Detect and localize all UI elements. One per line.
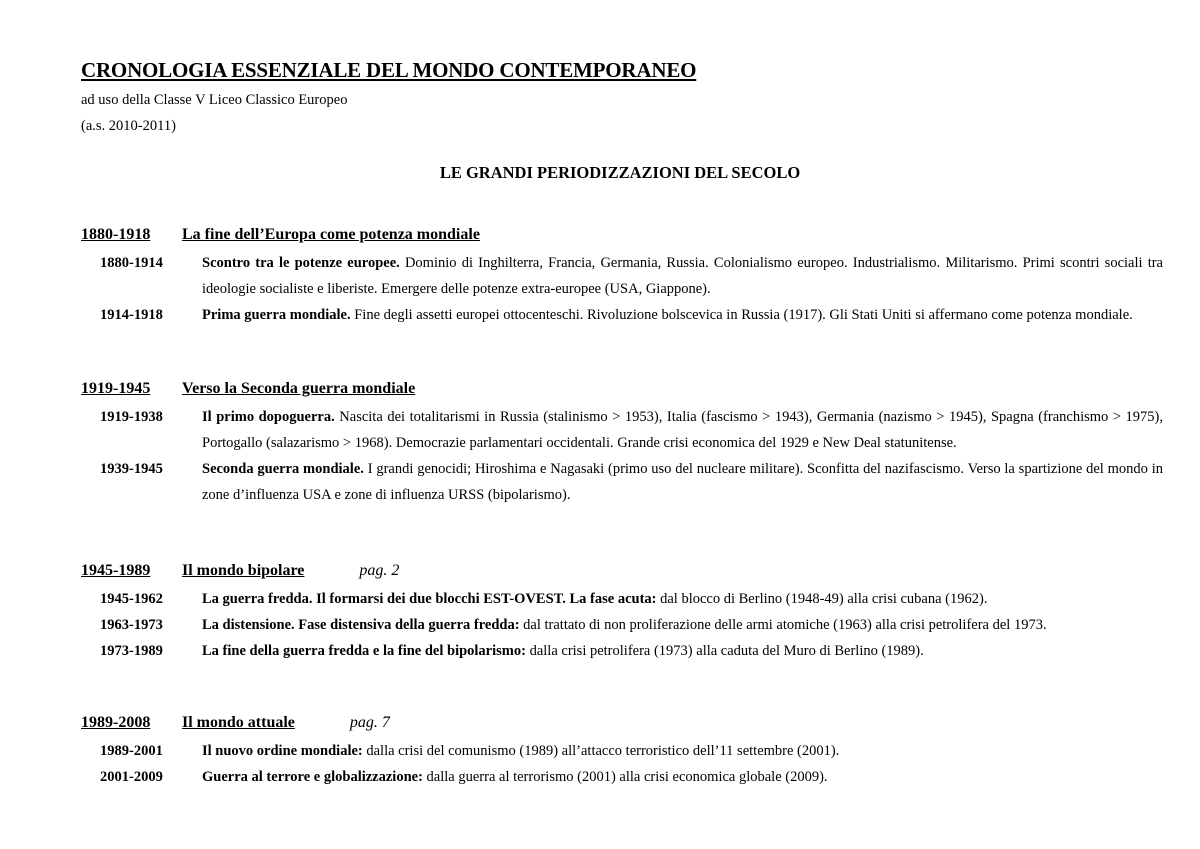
timeline-entry (81, 302, 1163, 328)
entry-text: dal trattato di non proliferazione delle armi atomiche (1963) alla crisi petrolifera del 1973. (519, 617, 1047, 633)
period-years: 1989-2008 (81, 714, 151, 731)
entry-lead: La guerra fredda. Il formarsi dei due blocchi EST-OVEST. La fase acuta: (202, 591, 657, 607)
period-years: 1880-1918 (81, 226, 151, 243)
entry-years: 1914-1918 (100, 307, 163, 323)
period-section-1880-1918 (81, 226, 1163, 328)
page-reference: pag. 2 (359, 562, 400, 579)
entry-lead: Prima guerra mondiale. (202, 307, 351, 323)
period-title: Il mondo bipolare (182, 562, 305, 579)
timeline-entry (81, 638, 1163, 664)
entry-lead: La fine della guerra fredda e la fine del bipolarismo: (202, 643, 526, 659)
entry-lead: Il nuovo ordine mondiale: (202, 743, 363, 759)
period-title: La fine dell’Europa come potenza mondiale (182, 226, 480, 243)
entry-description (202, 404, 1163, 456)
entry-description (202, 302, 1163, 328)
entry-text: dal blocco di Berlino (1948-49) alla crisi cubana (1962). (656, 591, 988, 607)
period-title: Il mondo attuale (182, 714, 295, 731)
period-header (81, 714, 1163, 738)
period-title: Verso la Seconda guerra mondiale (182, 380, 416, 397)
entry-description (202, 456, 1163, 508)
school-year: (a.s. 2010-2011) (81, 118, 176, 134)
timeline-entry (81, 456, 1163, 508)
entry-text: dalla crisi petrolifera (1973) alla caduta del Muro di Berlino (1989). (525, 643, 924, 659)
entry-lead: Seconda guerra mondiale. (202, 461, 364, 477)
period-header (81, 226, 1163, 250)
entry-description (202, 612, 1163, 638)
entry-years: 2001-2009 (100, 769, 163, 785)
entry-description (202, 250, 1163, 302)
entry-text: dalla crisi del comunismo (1989) all’attacco terroristico dell’11 settembre (2001). (362, 743, 840, 759)
timeline-entry (81, 738, 1163, 764)
document-subtitle: ad uso della Classe V Liceo Classico Europeo (81, 92, 348, 108)
timeline-entry (81, 586, 1163, 612)
entry-years: 1945-1962 (100, 591, 163, 607)
section-heading: LE GRANDI PERIODIZZAZIONI DEL SECOLO (439, 163, 801, 182)
period-years: 1945-1989 (81, 562, 151, 579)
timeline-entry (81, 404, 1163, 456)
entry-text: Dominio di Inghilterra, Francia, Germania, Russia. Colonialismo europeo. Industrialismo. Militarismo. Primi scontri sociali tra ideologie socialiste e liberiste. Emergere delle potenze extra-europee (USA, Giappone). (202, 255, 1163, 297)
timeline-entry (81, 612, 1163, 638)
timeline-entry (81, 250, 1163, 302)
entry-description (202, 738, 1163, 764)
entry-text: dalla guerra al terrorismo (2001) alla crisi economica globale (2009). (422, 769, 828, 785)
entry-years: 1939-1945 (100, 461, 163, 477)
entry-years: 1880-1914 (100, 255, 163, 271)
entry-description (202, 586, 1163, 612)
entry-lead: Scontro tra le potenze europee. (202, 255, 400, 271)
entry-description (202, 638, 1163, 664)
page-reference: pag. 7 (349, 714, 390, 731)
period-header (81, 380, 1163, 404)
period-section-1989-2008 (81, 714, 1163, 790)
entry-lead: Il primo dopoguerra. (202, 409, 335, 425)
entry-description (202, 764, 1163, 790)
period-header (81, 562, 1163, 586)
entry-lead: Guerra al terrore e globalizzazione: (202, 769, 423, 785)
period-years: 1919-1945 (81, 380, 151, 397)
document-title: CRONOLOGIA ESSENZIALE DEL MONDO CONTEMPORANEO (81, 58, 697, 82)
entry-years: 1989-2001 (100, 743, 163, 759)
entry-years: 1973-1989 (100, 643, 163, 659)
entry-lead: La distensione. Fase distensiva della guerra fredda: (202, 617, 520, 633)
period-section-1919-1945 (81, 380, 1163, 508)
entry-text: I grandi genocidi; Hiroshima e Nagasaki (primo uso del nucleare militare). Sconfitta del nazifascismo. Verso la spartizione del mondo in zone d’influenza USA e zone di influenza URSS (bipolarismo). (202, 461, 1164, 503)
entry-years: 1919-1938 (100, 409, 163, 425)
entry-text: Fine degli assetti europei ottocenteschi. Rivoluzione bolscevica in Russia (1917). Gli Stati Uniti si affermano come potenza mondiale. (350, 307, 1133, 323)
entry-text: Nascita dei totalitarismi in Russia (stalinismo > 1953), Italia (fascismo > 1943), Germania (nazismo > 1945), Spagna (franchismo > 1975), Portogallo (salazarismo > 1968). Democrazie parlamentari occidentali. Grande crisi economica del 1929 e New Deal statunitense. (202, 409, 1163, 451)
timeline-entry (81, 764, 1163, 790)
entry-years: 1963-1973 (100, 617, 163, 633)
period-section-1945-1989 (81, 562, 1163, 664)
